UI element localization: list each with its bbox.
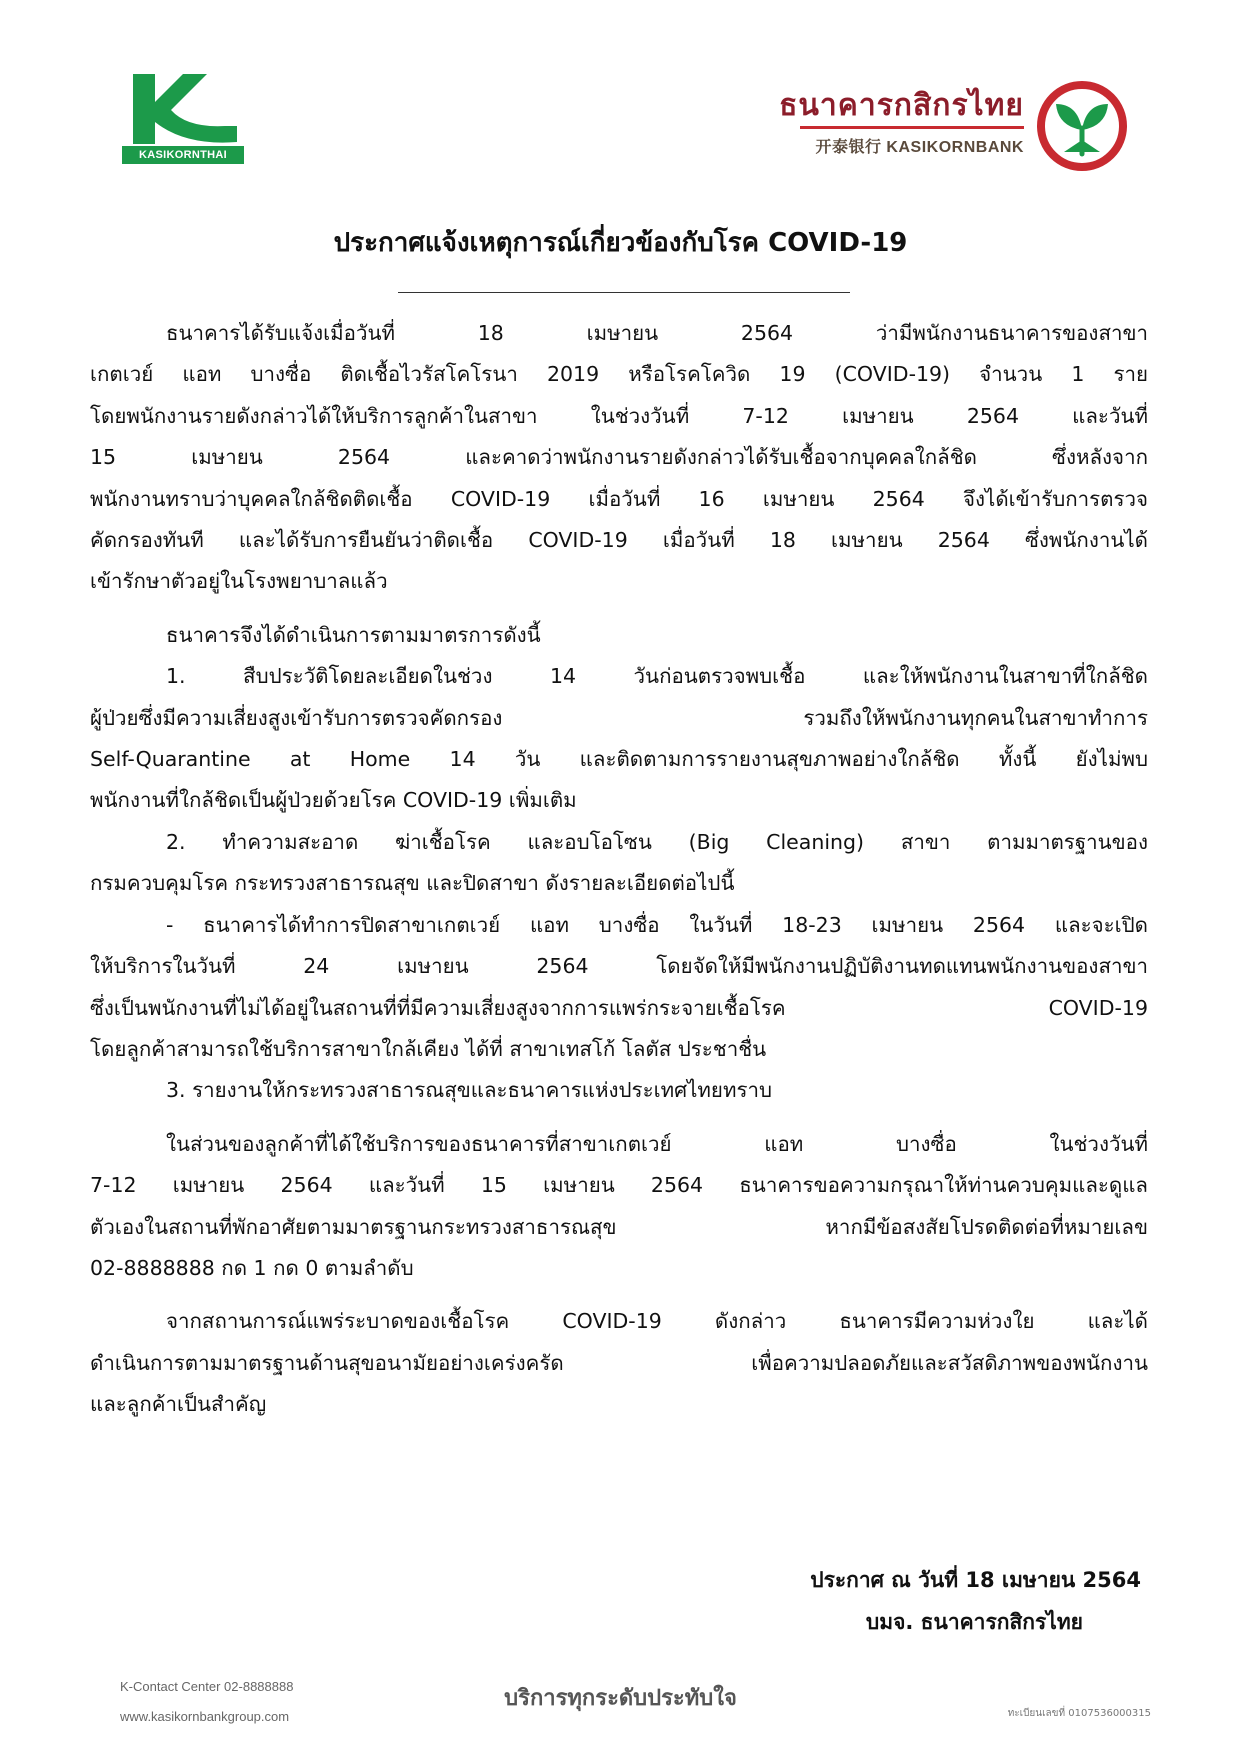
measure-item-1: 1. สืบประวัติโดยละเอียดในช่วง 14 วันก่อนตรวจพบเชื้อ และให้พนักงานในสาขาที่ใกล้ชิด	[166, 664, 1148, 689]
kbank-emblem-icon	[1036, 80, 1128, 172]
issuer-name: บมจ. ธนาคารกสิกรไทย	[865, 1610, 1083, 1634]
measures-intro: ธนาคารจึงได้ดำเนินการตามมาตรการดังนี้	[166, 622, 541, 647]
footer-slogan: บริการทุกระดับประทับใจ	[504, 1686, 737, 1711]
paragraph-line: ให้บริการในวันที่ 24 เมษายน 2564 โดยจัดให้มีพนักงานปฏิบัติงานทดแทนพนักงานของสาขา	[90, 954, 1148, 979]
measure-item-2-sub: - ธนาคารได้ทำการปิดสาขาเกตเวย์ แอท บางซื่อ ในวันที่ 18-23 เมษายน 2564 และจะเปิด	[166, 912, 1148, 937]
paragraph-line: และลูกค้าเป็นสำคัญ	[90, 1392, 267, 1417]
measure-item-2: 2. ทำความสะอาด ฆ่าเชื้อโรค และอบโอโซน (Big Cleaning) สาขา ตามมาตรฐานของ	[166, 829, 1148, 854]
k-letter-icon	[125, 72, 243, 152]
paragraph-line: ตัวเองในสถานที่พักอาศัยตามมาตรฐานกระทรวงสาธารณสุข หากมีข้อสงสัยโปรดติดต่อที่หมายเลข	[90, 1214, 1148, 1239]
paragraph-line: 7-12 เมษายน 2564 และวันที่ 15 เมษายน 2564 ธนาคารขอความกรุณาให้ท่านควบคุมและดูแล	[90, 1173, 1148, 1198]
paragraph-line: ธนาคารได้รับแจ้งเมื่อวันที่ 18 เมษายน 2564 ว่ามีพนักงานธนาคารของสาขา	[166, 321, 1148, 345]
kasikornthai-label: KASIKORNTHAI	[122, 146, 244, 164]
paragraph-line: Self-Quarantine at Home 14 วัน และติดตามการรายงานสุขภาพอย่างใกล้ชิด ทั้งนี้ ยังไม่พบ	[90, 747, 1148, 772]
kasikornbank-logo	[779, 82, 1160, 162]
page-title: ประกาศแจ้งเหตุการณ์เกี่ยวข้องกับโรค COVID-19	[333, 228, 908, 258]
paragraph-line: เกตเวย์ แอท บางซื่อ ติดเชื้อไวรัสโคโรนา 2019 หรือโรคโควิด 19 (COVID-19) จำนวน 1 ราย	[90, 362, 1148, 387]
website-link[interactable]: www.kasikornbankgroup.com	[120, 1709, 290, 1724]
paragraph-line: ดำเนินการตามมาตรฐานด้านสุขอนามัยอย่างเคร่งครัด เพื่อความปลอดภัยและสวัสดิภาพของพนักงาน	[90, 1350, 1148, 1375]
paragraph-line: 15 เมษายน 2564 และคาดว่าพนักงานรายดังกล่าวได้รับเชื้อจากบุคคลใกล้ชิด ซึ่งหลังจาก	[90, 445, 1148, 470]
paragraph-line: เข้ารักษาตัวอยู่ในโรงพยาบาลแล้ว	[90, 569, 388, 594]
paragraph-line: ผู้ป่วยซึ่งมีความเสี่ยงสูงเข้ารับการตรวจคัดกรอง รวมถึงให้พนักงานทุกคนในสาขาทำการ	[90, 705, 1148, 730]
paragraph-line: 02-8888888 กด 1 กด 0 ตามลำดับ	[90, 1255, 414, 1280]
paragraph-line: พนักงานที่ใกล้ชิดเป็นผู้ป่วยด้วยโรค COVID-19 เพิ่มเติม	[90, 788, 577, 813]
paragraph-line: กรมควบคุมโรค กระทรวงสาธารณสุข และปิดสาขา ดังรายละเอียดต่อไปนี้	[90, 871, 735, 896]
paragraph-line: ซึ่งเป็นพนักงานที่ไม่ได้อยู่ในสถานที่ที่มีความเสี่ยงสูงจากการแพร่กระจายเชื้อโรค COVID-19	[90, 995, 1148, 1020]
measure-item-3: 3. รายงานให้กระทรวงสาธารณสุขและธนาคารแห่งประเทศไทยทราบ	[166, 1078, 772, 1103]
paragraph-line: โดยพนักงานรายดังกล่าวได้ให้บริการลูกค้าในสาขา ในช่วงวันที่ 7-12 เมษายน 2564 และวันที่	[90, 403, 1148, 428]
closing-paragraph: จากสถานการณ์แพร่ระบาดของเชื้อโรค COVID-19 ดังกล่าว ธนาคารมีความห่วงใย และได้	[166, 1309, 1148, 1334]
announcement-date: ประกาศ ณ วันที่ 18 เมษายน 2564	[810, 1568, 1141, 1592]
paragraph-line: คัดกรองทันที และได้รับการยืนยันว่าติดเชื้อ COVID-19 เมื่อวันที่ 18 เมษายน 2564 ซึ่งพนักงานได้	[90, 528, 1148, 553]
paragraph-line: โดยลูกค้าสามารถใช้บริการสาขาใกล้เคียง ได้ที่ สาขาเทสโก้ โลตัส ประชาชื่น	[90, 1036, 767, 1061]
logo-divider	[800, 126, 1024, 129]
contact-center: K-Contact Center 02-8888888	[120, 1679, 294, 1694]
bank-name-english: 开泰银行 KASIKORNBANK	[815, 139, 1024, 156]
title-underline	[398, 292, 850, 293]
announcement-body	[90, 313, 1148, 1426]
customer-notice: ในส่วนของลูกค้าที่ได้ใช้บริการของธนาคารที่สาขาเกตเวย์ แอท บางซื่อ ในช่วงวันที่	[166, 1131, 1148, 1156]
paragraph-line: พนักงานทราบว่าบุคคลใกล้ชิดติดเชื้อ COVID-19 เมื่อวันที่ 16 เมษายน 2564 จึงได้เข้ารับการตรวจ	[90, 486, 1148, 511]
kasikornthai-logo	[125, 72, 243, 172]
bank-name-thai: ธนาคารกสิกรไทย	[779, 88, 1024, 123]
registration-number: ทะเบียนเลขที่ 0107536000315	[1007, 1708, 1151, 1719]
